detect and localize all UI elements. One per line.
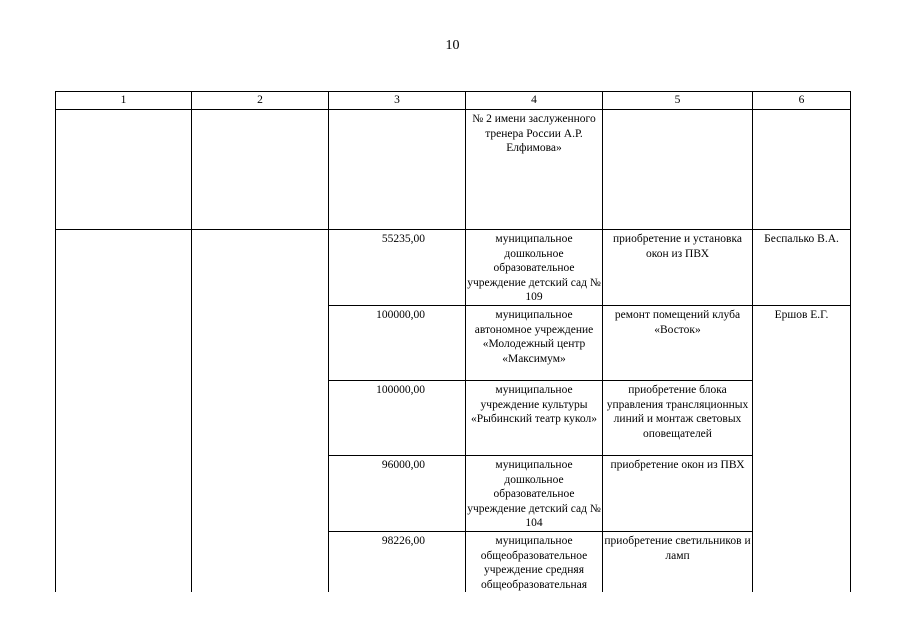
cell (56, 110, 192, 230)
organization-cell: муниципальное дошкольное образовательное учреждение детский сад № 104 (466, 455, 603, 531)
cell (603, 110, 753, 230)
organization-cell: муниципальное общеобразовательное учреждение средняя общеобразовательная (466, 531, 603, 592)
page-number: 10 (445, 38, 460, 53)
amount-cell: 100000,00 (329, 380, 466, 455)
header-col-1: 1 (56, 92, 192, 110)
organization-cell: № 2 имени заслуженного тренера России А.Р. Елфимова» (466, 110, 603, 230)
header-row (56, 92, 851, 110)
cell (192, 110, 329, 230)
purpose-cell: приобретение блока управления трансляционных линий и монтаж световых оповещателей (603, 380, 753, 455)
header-col-4: 4 (466, 92, 603, 110)
organization-cell: муниципальное дошкольное образовательное учреждение детский сад № 109 (466, 230, 603, 306)
purpose-cell: приобретение и установка окон из ПВХ (603, 230, 753, 306)
organization-cell: муниципальное учреждение культуры «Рыбинский театр кукол» (466, 380, 603, 455)
responsible-cell: Беспалько В.А. (753, 230, 851, 306)
cell (192, 230, 329, 593)
purpose-cell: ремонт помещений клуба «Восток» (603, 305, 753, 380)
organization-cell: муниципальное автономное учреждение «Молодежный центр «Максимум» (466, 305, 603, 380)
header-col-3: 3 (329, 92, 466, 110)
amount-cell: 55235,00 (329, 230, 466, 306)
cell (56, 230, 192, 593)
header-col-6: 6 (753, 92, 851, 110)
table-row (56, 230, 851, 306)
cell (329, 110, 466, 230)
purpose-cell: приобретение окон из ПВХ (603, 455, 753, 531)
cell (753, 110, 851, 230)
continuation-row (56, 110, 851, 230)
header-col-2: 2 (192, 92, 329, 110)
amount-cell: 100000,00 (329, 305, 466, 380)
purpose-cell: приобретение светильников и ламп (603, 531, 753, 592)
amount-cell: 98226,00 (329, 531, 466, 592)
budget-table (55, 91, 851, 592)
amount-cell: 96000,00 (329, 455, 466, 531)
responsible-cell: Ершов Е.Г. (753, 305, 851, 592)
header-col-5: 5 (603, 92, 753, 110)
